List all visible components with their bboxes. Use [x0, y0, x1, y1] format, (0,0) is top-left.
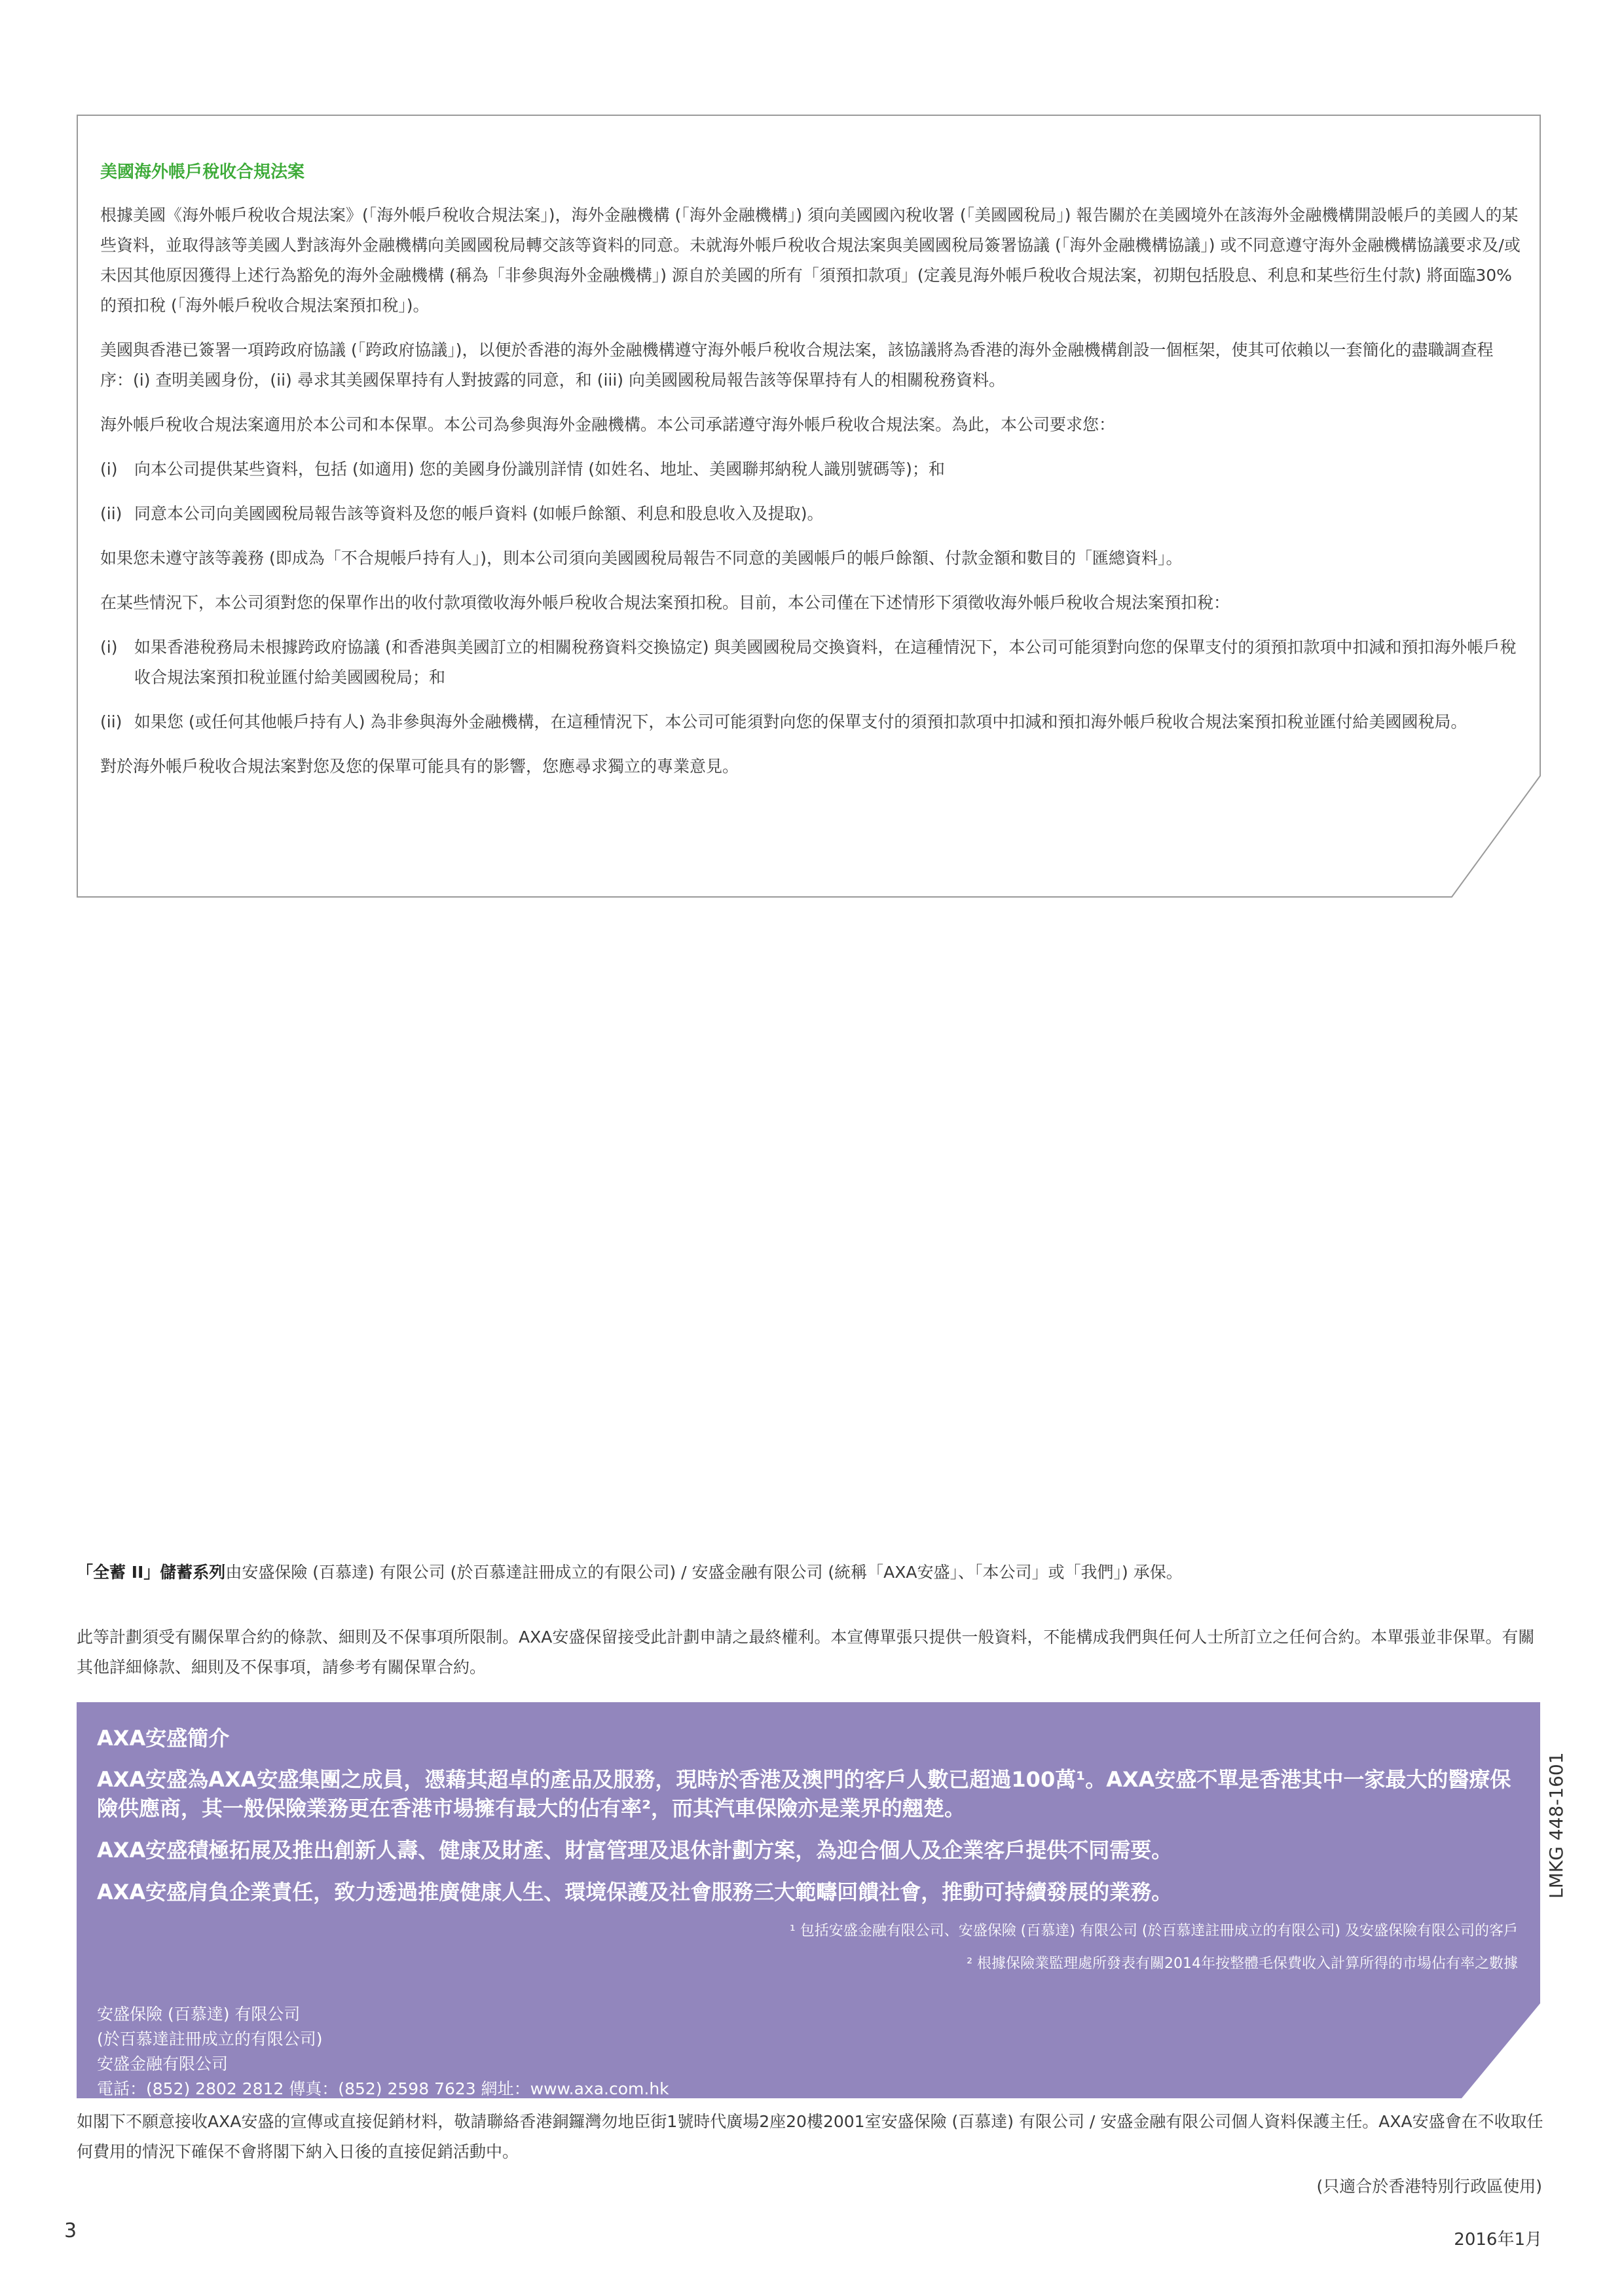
- fatca-section: [100, 157, 1521, 796]
- list-item-text: 如果您 (或任何其他帳戶持有人) 為非參與海外金融機構，在這種情況下，本公司可能須對向您的保單支付的須預扣款項中扣減和預扣海外帳戶稅收合規法案預扣稅並匯付給美國國稅局。: [134, 712, 1467, 731]
- list-item-text: 如果香港稅務局未根據跨政府協議 (和香港與美國訂立的相關稅務資料交換協定) 與美國國稅局交換資料，在這種情況下，本公司可能須對向您的保單支付的須預扣款項中扣減和預扣海外帳戶稅收合規法案預扣稅並匯付給美國國稅局；和: [134, 638, 1517, 687]
- axa-paragraph-1: AXA安盛為AXA安盛集團之成員，憑藉其超卓的產品及服務，現時於香港及澳門的客戶人數已超過100萬¹。AXA安盛不單是香港其中一家最大的醫療保險供應商，其一般保險業務更在香港市場擁有最大的佔有率²，而其汽車保險亦是業界的翹楚。: [97, 1767, 1511, 1821]
- company-name-1: 安盛保險 (百慕達) 有限公司: [97, 2005, 301, 2024]
- product-name: 「全蓄 II」儲蓄系列: [77, 1563, 226, 1582]
- page-number: 3: [64, 2219, 77, 2242]
- opt-out-notice: 如閣下不願意接收AXA安盛的宣傳或直接促銷材料，敬請聯絡香港銅鑼灣勿地臣街1號時代廣場2座20樓2001室安盛保險 (百慕達) 有限公司 / 安盛金融有限公司個人資料保護主任。AXA安盛會在不收取任何費用的情況下確保不會將閣下納入日後的直接促銷活動中。: [77, 2112, 1543, 2161]
- company-name-2: 安盛金融有限公司: [97, 2054, 229, 2073]
- list-item: [100, 632, 1521, 693]
- list-item: [100, 499, 1521, 529]
- axa-paragraph-3: AXA安盛肩負企業責任，致力透過推廣健康人生、環境保護及社會服務三大範疇回饋社會，推動可持續發展的業務。: [97, 1880, 1173, 1904]
- fatca-paragraph-5: 在某些情況下，本公司須對您的保單作出的收付款項徵收海外帳戶稅收合規法案預扣稅。目前，本公司僅在下述情形下須徵收海外帳戶稅收合規法案預扣稅：: [100, 593, 1230, 612]
- axa-contact-block: [97, 2002, 1518, 2102]
- issue-date: 2016年1月: [1454, 2230, 1542, 2250]
- axa-footnote-1: ¹ 包括安盛金融有限公司、安盛保險 (百慕達) 有限公司 (於百慕達註冊成立的有限公司) 及安盛保險有限公司的客戶: [789, 1923, 1518, 1939]
- fatca-title: 美國海外帳戶稅收合規法案: [100, 162, 305, 182]
- axa-footnote-2: ² 根據保險業監理處所發表有關2014年按整體毛保費收入計算所得的市場佔有率之數據: [967, 1956, 1518, 1972]
- disclaimer: 此等計劃須受有關保單合約的條款、細則及不保事項所限制。AXA安盛保留接受此計劃申請之最終權利。本宣傳單張只提供一般資料，不能構成我們與任何人士所訂立之任何合約。本單張並非保單。有關其他詳細條款、細則及不保事項，請參考有關保單合約。: [77, 1628, 1535, 1677]
- underwriter-text: 由安盛保險 (百慕達) 有限公司 (於百慕達註冊成立的有限公司) / 安盛金融有限公司 (統稱「AXA安盛」、「本公司」或「我們」) 承保。: [225, 1563, 1183, 1582]
- list-item-number: (ii): [100, 712, 122, 731]
- fatca-paragraph-4: 如果您未遵守該等義務 (即成為「不合規帳戶持有人」)，則本公司須向美國國稅局報告不同意的美國帳戶的帳戶餘額、付款金額和數目的「匯總資料」。: [100, 549, 1183, 568]
- list-item-number: (i): [100, 638, 118, 657]
- contact-details: 電話：(852) 2802 2812 傳真：(852) 2598 7623 網址：www.axa.com.hk: [97, 2079, 669, 2098]
- fatca-paragraph-2: 美國與香港已簽署一項跨政府協議 (「跨政府協議」)，以便於香港的海外金融機構遵守海外帳戶稅收合規法案，該協議將為香港的海外金融機構創設一個框架，使其可依賴以一套簡化的盡職調查程序：(i) 查明美國身份，(ii) 尋求其美國保單持有人對披露的同意，和 (iii) 向美國國稅局報告該等保單持有人的相關稅務資料。: [100, 340, 1494, 390]
- axa-title: AXA安盛簡介: [97, 1726, 230, 1751]
- usage-scope: (只適合於香港特別行政區使用): [1316, 2177, 1542, 2196]
- document-code: LMKG 448-1601: [1545, 1752, 1567, 1899]
- list-item-number: (ii): [100, 504, 122, 523]
- company-note: (於百慕達註冊成立的有限公司): [97, 2030, 323, 2049]
- list-item: [100, 454, 1521, 484]
- axa-profile-panel: [97, 1722, 1518, 2102]
- underwriter-statement: [77, 1558, 1543, 1587]
- fatca-paragraph-3: 海外帳戶稅收合規法案適用於本公司和本保單。本公司為參與海外金融機構。本公司承諾遵守海外帳戶稅收合規法案。為此，本公司要求您：: [100, 415, 1116, 434]
- axa-paragraph-2: AXA安盛積極拓展及推出創新人壽、健康及財產、財富管理及退休計劃方案，為迎合個人及企業客戶提供不同需要。: [97, 1838, 1173, 1863]
- list-item-text: 同意本公司向美國國稅局報告該等資料及您的帳戶資料 (如帳戶餘額、利息和股息收入及提取)。: [134, 504, 824, 523]
- fatca-paragraph-1: 根據美國《海外帳戶稅收合規法案》(「海外帳戶稅收合規法案」)，海外金融機構 (「海外金融機構」) 須向美國國內稅收署 (「美國國稅局」) 報告關於在美國境外在該海外金融機構開設帳戶的美國人的某些資料，並取得該等美國人對該海外金融機構向美國國稅局轉交該等資料的同意。未就海外帳戶稅收合規法案與美國國稅局簽署協議 (「海外金融機構協議」) 或不同意遵守海外金融機構協議要求及/或未因其他原因獲得上述行為豁免的海外金融機構 (稱為「非參與海外金融機構」) 源自於美國的所有「須預扣款項」(定義見海外帳戶稅收合規法案，初期包括股息、利息和某些衍生付款) 將面臨30%的預扣稅 (「海外帳戶稅收合規法案預扣稅」)。: [100, 206, 1521, 315]
- list-item-text: 向本公司提供某些資料，包括 (如適用) 您的美國身份識別詳情 (如姓名、地址、美國聯邦納稅人識別號碼等)；和: [134, 460, 945, 479]
- list-item: [100, 707, 1521, 737]
- fatca-paragraph-6: 對於海外帳戶稅收合規法案對您及您的保單可能具有的影響，您應尋求獨立的專業意見。: [100, 757, 739, 776]
- list-item-number: (i): [100, 460, 118, 479]
